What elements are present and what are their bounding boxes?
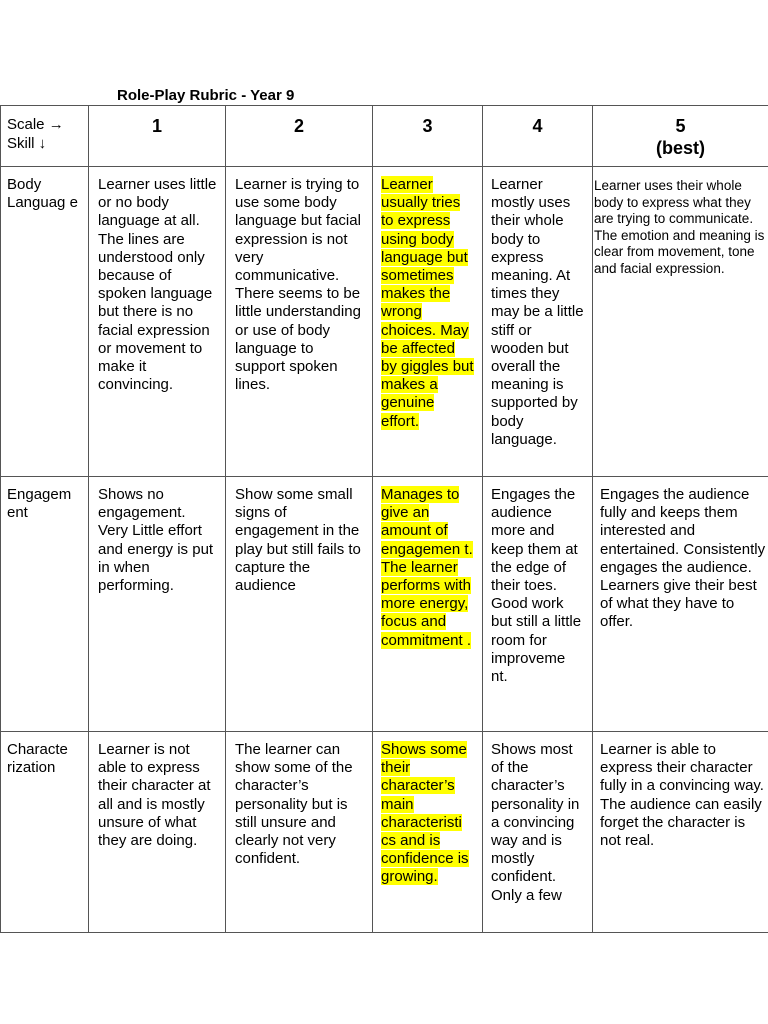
score-cell-5 — [593, 167, 768, 477]
rubric-table — [0, 105, 768, 933]
table-row — [1, 167, 768, 477]
column-header-4: 4 — [483, 106, 593, 167]
column-header-5 — [593, 106, 768, 167]
descriptor-text: Shows no engagement. Very Little effort and energy is put in when performing. — [98, 486, 214, 595]
score-cell-3 — [373, 732, 483, 933]
descriptor-text: Engages the audience fully and keeps them interested and entertained. Consistently engages the audience. Learners give their best of what they have to offer. — [600, 486, 766, 631]
descriptor-text: Learner mostly uses their whole body to express meaning. At times they may be a little stiff or wooden but overall the meaning is supported by body language. — [491, 176, 584, 448]
skill-name: Body Languag e — [7, 176, 78, 212]
skill-name: Characte rization — [7, 741, 68, 777]
descriptor-text: The learner can show some of the character’s personality but is still unsure and clearly not very confident. — [235, 741, 353, 868]
score-cell-3 — [373, 477, 483, 732]
column-header-3: 3 — [373, 106, 483, 167]
descriptor-text: Learner is not able to express their character at all and is mostly unsure of what they are doing. — [98, 741, 211, 850]
score-cell-4 — [483, 477, 593, 732]
scale-skill-header — [1, 106, 89, 167]
skill-cell — [1, 732, 89, 933]
table-row — [1, 477, 768, 732]
score-cell-3 — [373, 167, 483, 477]
table-row — [1, 732, 768, 933]
descriptor-text: Learner is trying to use some body language but facial expression is not very communicative. There seems to be little understanding or use of body language to support spoken lines. — [235, 176, 361, 394]
descriptor-text: Show some small signs of engagement in the play but still fails to capture the audience — [235, 486, 361, 595]
skill-name: Engagem ent — [7, 486, 72, 522]
score-cell-4 — [483, 167, 593, 477]
score-cell-1 — [89, 167, 226, 477]
score-cell-2 — [226, 167, 373, 477]
column-header-5-best: (best) — [656, 138, 705, 158]
column-header-5-number: 5 — [675, 116, 686, 136]
highlighted-descriptor-text: Manages to give an amount of engagemen t. The learner performs with more energy, focus and commitment . — [381, 486, 473, 649]
skill-label: Skill ↓ — [7, 135, 47, 152]
score-cell-5 — [593, 477, 768, 732]
document-title: Role-Play Rubric - Year 9 — [117, 87, 295, 104]
score-cell-1 — [89, 732, 226, 933]
skill-cell — [1, 167, 89, 477]
score-cell-2 — [226, 477, 373, 732]
highlighted-descriptor-text: Shows some their character’s main characteristi cs and is confidence is growing. — [381, 741, 469, 886]
descriptor-text: Shows most of the character’s personality in a convincing way and is mostly confident. Only a few — [491, 741, 580, 904]
column-header-2: 2 — [226, 106, 373, 167]
descriptor-text: Engages the audience more and keep them at the edge of their toes. Good work but still a little room for improveme nt. — [491, 486, 582, 686]
score-cell-5 — [593, 732, 768, 933]
score-cell-2 — [226, 732, 373, 933]
skill-cell — [1, 477, 89, 732]
score-cell-1 — [89, 477, 226, 732]
highlighted-descriptor-text: Learner usually tries to express using body language but sometimes makes the wrong choices. May be affected by giggles but makes a genuine effort. — [381, 176, 474, 430]
descriptor-text: Learner is able to express their character fully in a convincing way. The audience can easily forget the character is not real. — [600, 741, 764, 850]
scale-label: Scale → — [7, 116, 64, 133]
column-header-1: 1 — [89, 106, 226, 167]
header-row — [1, 106, 768, 167]
score-cell-4 — [483, 732, 593, 933]
descriptor-text: Learner uses their whole body to express what they are trying to communicate. The emotion and meaning is clear from movement, tone and facial expression. — [594, 178, 765, 276]
descriptor-text: Learner uses little or no body language at all. The lines are understood only because of spoken language but there is no facial expression or movement to make it convincing. — [98, 176, 217, 394]
